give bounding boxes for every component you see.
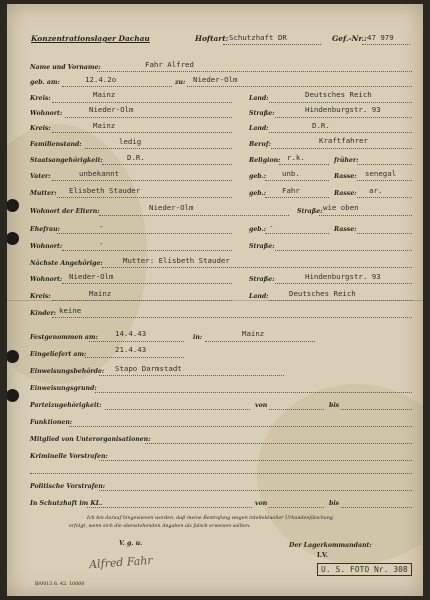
partei-von-label: von xyxy=(255,402,268,409)
wohnort-value: Nieder-Olm xyxy=(89,105,134,114)
religion-value: r.k. xyxy=(287,153,305,162)
kreis-value: Mainz xyxy=(93,121,116,130)
strasse-value: Hindenburgstr. 93 xyxy=(305,105,381,114)
religion-label: Religion: xyxy=(249,157,281,164)
registration-card xyxy=(7,4,423,596)
land-label: Land: xyxy=(249,293,269,300)
eltern-strasse-label: Straße: xyxy=(297,208,323,215)
prisoner-signature: Alfred Fahr xyxy=(88,553,154,572)
land-value: Deutsches Reich xyxy=(289,289,356,298)
mitglied-label: Mitglied von Unterorganisationen: xyxy=(30,436,151,443)
festgenommen-label: Festgenommen am: xyxy=(30,334,98,341)
wohnort-value: - xyxy=(99,239,104,248)
birthdate-label: geb. am: xyxy=(30,79,60,86)
camp-title: Konzentrationslager Dachau xyxy=(31,34,150,43)
behoerde-value: Stapo Darmstadt xyxy=(115,364,182,373)
form-number: B/0013 6. 42. 10000 xyxy=(35,582,85,587)
land-label: Land: xyxy=(249,95,269,102)
wohnort-label: Wohnort: xyxy=(30,243,63,250)
wohnort-value: Nieder-Olm xyxy=(69,272,114,281)
name-label: Name und Vorname: xyxy=(30,64,101,71)
name-value: Fahr Alfred xyxy=(145,60,194,69)
punch-hole xyxy=(7,389,19,402)
ehefrau-geb-label: geb.: xyxy=(249,226,267,233)
mutter-rasse-label: Rasse: xyxy=(334,190,357,197)
partei-label: Parteizugehörigkeit: xyxy=(30,402,102,409)
ort-value: Mainz xyxy=(242,329,265,338)
declaration-line-2: erfolgt, wenn sich die obenstehenden Angaben als falsch erweisen sollten. xyxy=(69,524,251,529)
frueher-label: früher: xyxy=(334,157,359,164)
kreis-label: Kreis: xyxy=(30,293,51,300)
wohnort-label: Wohnort: xyxy=(30,276,63,283)
vgu-label: V. g. u. xyxy=(119,540,143,547)
mutter-value: Elisbeth Stauder xyxy=(69,186,141,195)
land-value: D.R. xyxy=(312,121,330,130)
hoftart-label: Hoftart: xyxy=(195,34,229,43)
staatsangehoerigkeit-label: Staatsangehörigkeit: xyxy=(30,157,103,164)
gef-nr-value: 47 979 xyxy=(367,33,394,42)
eingeliefert-value: 21.4.43 xyxy=(115,345,147,354)
hoftart-value: Schutzhaft DR xyxy=(229,33,287,42)
kinder-value: keine xyxy=(59,306,82,315)
mutter-label: Mutter: xyxy=(30,190,57,197)
kreis-value: Mainz xyxy=(89,289,112,298)
us-foto-stamp: U. S. FOTO Nr. 308 xyxy=(317,563,412,576)
beruf-label: Beruf: xyxy=(249,141,271,148)
beruf-value: Kraftfahrer xyxy=(319,136,368,145)
angehoerige-label: Nächste Angehörige: xyxy=(30,260,103,267)
schutzhaft-von-label: von xyxy=(255,500,268,507)
ehefrau-value: - xyxy=(99,222,104,231)
schutzhaft-bis-label: bis xyxy=(329,500,340,507)
wohnort-label: Wohnort: xyxy=(30,110,63,117)
vater-rasse-label: Rasse: xyxy=(334,173,357,180)
mutter-geb-value: Fahr xyxy=(282,186,300,195)
kommandant-label: Der Lagerkommandant: xyxy=(289,542,372,549)
staatsangehoerigkeit-value: D.R. xyxy=(127,153,145,162)
ehefrau-label: Ehefrau: xyxy=(30,226,60,233)
kreis-value: Mainz xyxy=(93,90,116,99)
vater-rasse-value: senegal xyxy=(365,169,397,178)
festgenommen-value: 14.4.43 xyxy=(115,329,147,338)
gef-nr-label: Gef.-Nr.: xyxy=(332,34,367,43)
declaration-line-1: Ich bin darauf hingewiesen worden, daß meine Bestrafung wegen intellektueller Urkundenfälschung xyxy=(87,516,334,521)
land-label: Land: xyxy=(249,125,269,132)
eingeliefert-label: Eingeliefert am: xyxy=(30,351,87,358)
vater-geb-value: unb. xyxy=(282,169,300,178)
funktionen-label: Funktionen: xyxy=(30,419,73,426)
strasse-label: Straße: xyxy=(249,276,275,283)
schutzhaft-label: In Schutzhaft im KL. xyxy=(30,500,103,507)
vater-label: Vater: xyxy=(30,173,51,180)
angehoerige-value: Mutter: Elisbeth Stauder xyxy=(123,256,230,265)
partei-bis-label: bis xyxy=(329,402,340,409)
familienstand-value: ledig xyxy=(119,137,142,146)
grund-label: Einweisungsgrund: xyxy=(30,385,97,392)
birthdate-value: 12.4.2o xyxy=(85,75,117,84)
mutter-rasse-value: ar. xyxy=(369,186,383,195)
kinder-label: Kinder: xyxy=(30,310,57,317)
ehefrau-geb-value: - xyxy=(269,222,274,231)
birthplace-value: Nieder-Olm xyxy=(193,75,238,84)
kreis-label: Kreis: xyxy=(30,125,51,132)
eltern-strasse-value: wie oben xyxy=(323,203,359,212)
kreis-label: Kreis: xyxy=(30,95,51,102)
behoerde-label: Einweisungsbehörde: xyxy=(30,368,105,375)
mutter-geb-label: geb.: xyxy=(249,190,267,197)
kriminelle-vorstrafen-label: Kriminelle Vorstrafen: xyxy=(30,453,108,460)
ort-label: in: xyxy=(193,334,203,341)
politische-vorstrafen-label: Politische Vorstrafen: xyxy=(30,483,105,490)
ehefrau-rasse-label: Rasse: xyxy=(334,226,357,233)
kommandant-iv: I.V. xyxy=(317,552,328,559)
strasse-label: Straße: xyxy=(249,110,275,117)
vater-value: unbekannt xyxy=(79,169,120,178)
familienstand-label: Familienstand: xyxy=(30,141,82,148)
vater-geb-label: geb.: xyxy=(249,173,267,180)
strasse-label: Straße: xyxy=(249,243,275,250)
land-value: Deutsches Reich xyxy=(305,90,372,99)
birthplace-label: zu: xyxy=(175,79,186,86)
strasse-value: Hindenburgstr. 93 xyxy=(305,272,381,281)
eltern-wohnort-label: Wohnort der Eltern: xyxy=(30,208,100,215)
eltern-wohnort-value: Nieder-Olm xyxy=(149,203,194,212)
